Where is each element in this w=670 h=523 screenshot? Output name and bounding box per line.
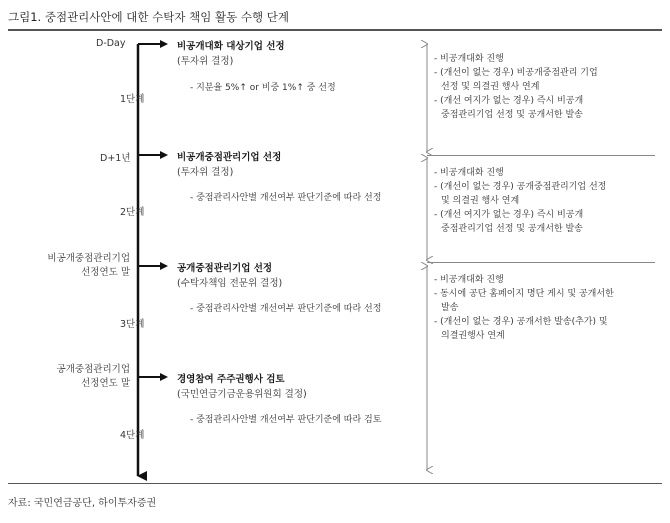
note-divider-2: [427, 262, 655, 263]
note-1-line-1: - 비공개대화 진행: [434, 54, 504, 64]
step-4-sub: (국민연금기금운용위원회 결정): [177, 389, 307, 400]
note-2-line-5: 중점관리기업 선정 및 공개서한 발송: [441, 224, 583, 234]
note-2-line-2: - (개선이 없는 경우) 공개중점관리기업 선정: [434, 182, 607, 192]
figure-title: 그림1. 중점관리사안에 대한 수탁자 책임 활동 수행 단계: [8, 10, 289, 24]
step-1-sub: (투자위 결정): [177, 56, 234, 67]
step-1-heading: 비공개대화 대상기업 선정: [177, 41, 285, 52]
step-2-sub: (투자위 결정): [177, 167, 234, 178]
note-1-line-4: - (개선 여지가 없는 경우) 즉시 비공개: [434, 96, 584, 106]
note-3-line-2: - 동시에 공단 홈페이지 명단 게시 및 공개서한: [434, 289, 614, 299]
step-3-heading: 공개중점관리기업 선정: [177, 263, 273, 274]
note-1-line-5: 중점관리기업 선정 및 공개서한 발송: [441, 110, 583, 120]
note-3-line-5: 의결권행사 연계: [441, 331, 505, 341]
marker-d-plus-1: D+1년: [100, 153, 131, 164]
stage-4-label: 4단계: [120, 430, 145, 441]
stage-3-label: 3단계: [120, 319, 145, 330]
note-divider-1: [427, 155, 655, 156]
step-4-detail: - 중점관리사안별 개선여부 판단기준에 따라 검토: [190, 415, 382, 425]
step-3-sub: (수탁자책임 전문위 결정): [177, 278, 283, 289]
bottom-rule: [8, 483, 662, 484]
marker-private-year-end: 비공개중점관리기업 선정연도 말: [47, 253, 130, 278]
marker-public-year-end: 공개중점관리기업 선정연도 말: [56, 364, 130, 389]
step-4-heading: 경영참여 주주권행사 검토: [177, 374, 285, 385]
step-1-detail: - 지분율 5%↑ or 비중 1%↑ 중 선정: [190, 83, 336, 93]
note-1-line-2: - (개선이 없는 경우) 비공개중점관리 기업: [434, 68, 598, 78]
note-2-line-1: - 비공개대화 진행: [434, 168, 504, 178]
step-3-detail: - 중점관리사안별 개선여부 판단기준에 따라 선정: [190, 304, 382, 314]
note-1-line-3: 선정 및 의결권 행사 연계: [441, 82, 540, 92]
marker-d-day: D-Day: [96, 38, 126, 49]
note-3-line-1: - 비공개대화 진행: [434, 275, 504, 285]
source-note: 자료: 국민연금공단, 하이투자증권: [8, 498, 157, 509]
stage-1-label: 1단계: [120, 94, 145, 105]
stage-2-label: 2단계: [120, 207, 145, 218]
note-2-line-4: - (개선 여지가 없는 경우) 즉시 비공개: [434, 210, 584, 220]
note-3-line-3: 발송: [441, 303, 459, 313]
step-2-heading: 비공개중점관리기업 선정: [177, 152, 282, 163]
note-3-line-4: - (개선이 없는 경우) 공개서한 발송(추가) 및: [434, 317, 608, 327]
step-2-detail: - 중점관리사안별 개선여부 판단기준에 따라 선정: [190, 193, 382, 203]
note-2-line-3: 및 의결권 행사 연계: [441, 196, 520, 206]
